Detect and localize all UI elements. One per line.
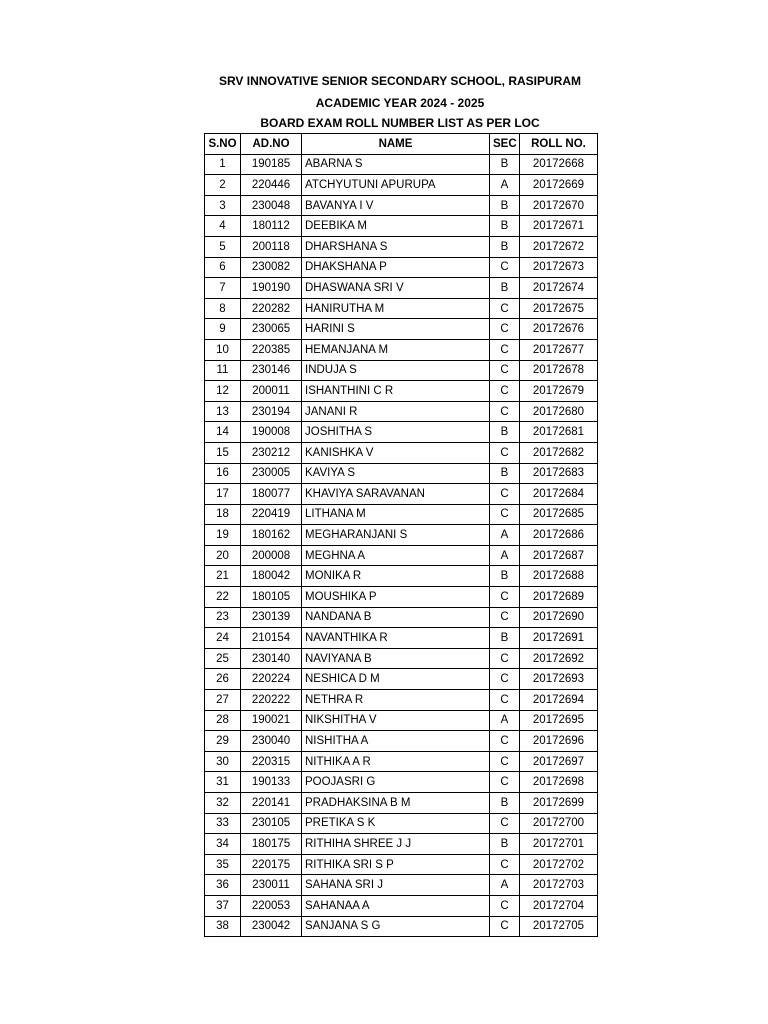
cell-sno: 2 <box>205 175 241 196</box>
cell-name: LITHANA M <box>302 504 490 525</box>
cell-sno: 27 <box>205 690 241 711</box>
cell-sno: 31 <box>205 772 241 793</box>
table-row <box>205 319 598 340</box>
cell-adno: 230139 <box>241 607 302 628</box>
cell-adno: 230011 <box>241 875 302 896</box>
cell-roll-no: 20172693 <box>520 669 598 690</box>
cell-sno: 16 <box>205 463 241 484</box>
cell-sno: 11 <box>205 360 241 381</box>
cell-name: MEGHARANJANI S <box>302 525 490 546</box>
cell-name: PRADHAKSINA B M <box>302 793 490 814</box>
cell-sno: 8 <box>205 298 241 319</box>
cell-sno: 38 <box>205 916 241 937</box>
cell-sno: 3 <box>205 195 241 216</box>
cell-adno: 210154 <box>241 628 302 649</box>
cell-name: MEGHNA A <box>302 545 490 566</box>
cell-sno: 5 <box>205 236 241 257</box>
cell-adno: 220282 <box>241 298 302 319</box>
cell-name: NESHICA D M <box>302 669 490 690</box>
cell-sec: C <box>490 751 520 772</box>
cell-roll-no: 20172694 <box>520 690 598 711</box>
cell-roll-no: 20172687 <box>520 545 598 566</box>
cell-name: BAVANYA I V <box>302 195 490 216</box>
cell-sec: C <box>490 339 520 360</box>
cell-name: JOSHITHA S <box>302 422 490 443</box>
cell-sno: 23 <box>205 607 241 628</box>
cell-name: NAVIYANA B <box>302 648 490 669</box>
cell-name: NAVANTHIKA R <box>302 628 490 649</box>
cell-name: SAHANAA A <box>302 895 490 916</box>
table-row <box>205 751 598 772</box>
cell-roll-no: 20172669 <box>520 175 598 196</box>
cell-roll-no: 20172701 <box>520 834 598 855</box>
cell-roll-no: 20172689 <box>520 587 598 608</box>
cell-name: HEMANJANA M <box>302 339 490 360</box>
cell-sno: 30 <box>205 751 241 772</box>
academic-year: ACADEMIC YEAR 2024 - 2025 <box>315 96 485 110</box>
cell-sno: 9 <box>205 319 241 340</box>
cell-roll-no: 20172679 <box>520 381 598 402</box>
table-row <box>205 525 598 546</box>
cell-sno: 12 <box>205 381 241 402</box>
table-row <box>205 587 598 608</box>
cell-sno: 7 <box>205 278 241 299</box>
cell-sec: B <box>490 628 520 649</box>
cell-sec: B <box>490 236 520 257</box>
cell-roll-no: 20172698 <box>520 772 598 793</box>
cell-adno: 230194 <box>241 401 302 422</box>
cell-roll-no: 20172678 <box>520 360 598 381</box>
table-row <box>205 504 598 525</box>
cell-name: DHARSHANA S <box>302 236 490 257</box>
cell-adno: 200118 <box>241 236 302 257</box>
cell-sno: 18 <box>205 504 241 525</box>
cell-name: ATCHYUTUNI APURUPA <box>302 175 490 196</box>
cell-name: HANIRUTHA M <box>302 298 490 319</box>
cell-adno: 220315 <box>241 751 302 772</box>
table-row <box>205 710 598 731</box>
cell-sec: C <box>490 298 520 319</box>
cell-sec: C <box>490 648 520 669</box>
table-row <box>205 175 598 196</box>
cell-name: KANISHKA V <box>302 442 490 463</box>
cell-adno: 220419 <box>241 504 302 525</box>
cell-name: NANDANA B <box>302 607 490 628</box>
cell-sec: C <box>490 813 520 834</box>
table-row <box>205 875 598 896</box>
table-row <box>205 731 598 752</box>
cell-sno: 28 <box>205 710 241 731</box>
cell-name: KAVIYA S <box>302 463 490 484</box>
cell-sno: 33 <box>205 813 241 834</box>
cell-sec: A <box>490 525 520 546</box>
table-row <box>205 154 598 175</box>
cell-name: SAHANA SRI J <box>302 875 490 896</box>
cell-adno: 220141 <box>241 793 302 814</box>
cell-adno: 220053 <box>241 895 302 916</box>
cell-roll-no: 20172671 <box>520 216 598 237</box>
cell-sec: C <box>490 731 520 752</box>
cell-adno: 190185 <box>241 154 302 175</box>
table-row <box>205 401 598 422</box>
cell-adno: 230146 <box>241 360 302 381</box>
cell-roll-no: 20172674 <box>520 278 598 299</box>
cell-sec: A <box>490 175 520 196</box>
cell-sec: C <box>490 587 520 608</box>
cell-sec: B <box>490 422 520 443</box>
cell-roll-no: 20172684 <box>520 484 598 505</box>
cell-adno: 190008 <box>241 422 302 443</box>
table-row <box>205 278 598 299</box>
cell-sec: A <box>490 710 520 731</box>
cell-adno: 230042 <box>241 916 302 937</box>
table-row <box>205 381 598 402</box>
cell-adno: 230065 <box>241 319 302 340</box>
cell-sec: B <box>490 154 520 175</box>
cell-sno: 20 <box>205 545 241 566</box>
school-name: SRV INNOVATIVE SENIOR SECONDARY SCHOOL, RASIPURAM <box>218 74 582 88</box>
cell-name: KHAVIYA SARAVANAN <box>302 484 490 505</box>
cell-name: ISHANTHINI C R <box>302 381 490 402</box>
cell-roll-no: 20172695 <box>520 710 598 731</box>
cell-adno: 230212 <box>241 442 302 463</box>
table-row <box>205 834 598 855</box>
table-row <box>205 442 598 463</box>
header-adno: AD.NO <box>241 134 302 155</box>
cell-roll-no: 20172681 <box>520 422 598 443</box>
cell-adno: 180162 <box>241 525 302 546</box>
header-sec: SEC <box>490 134 520 155</box>
table-row <box>205 566 598 587</box>
cell-roll-no: 20172705 <box>520 916 598 937</box>
cell-name: RITHIKA SRI S P <box>302 854 490 875</box>
cell-adno: 200008 <box>241 545 302 566</box>
cell-sno: 14 <box>205 422 241 443</box>
cell-name: MONIKA R <box>302 566 490 587</box>
cell-adno: 180112 <box>241 216 302 237</box>
cell-adno: 190190 <box>241 278 302 299</box>
cell-roll-no: 20172702 <box>520 854 598 875</box>
cell-name: MOUSHIKA P <box>302 587 490 608</box>
cell-roll-no: 20172672 <box>520 236 598 257</box>
cell-sno: 21 <box>205 566 241 587</box>
table-row <box>205 195 598 216</box>
cell-roll-no: 20172685 <box>520 504 598 525</box>
cell-roll-no: 20172680 <box>520 401 598 422</box>
table-row <box>205 257 598 278</box>
cell-name: PRETIKA S K <box>302 813 490 834</box>
cell-adno: 190133 <box>241 772 302 793</box>
table-row <box>205 216 598 237</box>
table-row <box>205 916 598 937</box>
cell-sec: C <box>490 401 520 422</box>
cell-adno: 230082 <box>241 257 302 278</box>
cell-sec: B <box>490 278 520 299</box>
cell-roll-no: 20172699 <box>520 793 598 814</box>
cell-roll-no: 20172704 <box>520 895 598 916</box>
cell-roll-no: 20172668 <box>520 154 598 175</box>
cell-sec: B <box>490 463 520 484</box>
cell-roll-no: 20172696 <box>520 731 598 752</box>
table-row <box>205 628 598 649</box>
cell-name: DHASWANA SRI V <box>302 278 490 299</box>
table-row <box>205 669 598 690</box>
cell-sno: 10 <box>205 339 241 360</box>
cell-name: DEEBIKA M <box>302 216 490 237</box>
cell-adno: 180175 <box>241 834 302 855</box>
cell-roll-no: 20172673 <box>520 257 598 278</box>
cell-roll-no: 20172686 <box>520 525 598 546</box>
cell-sec: C <box>490 772 520 793</box>
cell-sec: C <box>490 669 520 690</box>
table-row <box>205 793 598 814</box>
cell-sno: 15 <box>205 442 241 463</box>
cell-name: DHAKSHANA P <box>302 257 490 278</box>
cell-sno: 17 <box>205 484 241 505</box>
cell-name: NISHITHA A <box>302 731 490 752</box>
cell-sno: 37 <box>205 895 241 916</box>
cell-sec: C <box>490 504 520 525</box>
cell-sno: 13 <box>205 401 241 422</box>
cell-name: NIKSHITHA V <box>302 710 490 731</box>
cell-sec: A <box>490 545 520 566</box>
cell-adno: 230048 <box>241 195 302 216</box>
cell-name: SANJANA S G <box>302 916 490 937</box>
cell-sno: 36 <box>205 875 241 896</box>
cell-adno: 180042 <box>241 566 302 587</box>
cell-name: ABARNA S <box>302 154 490 175</box>
table-row <box>205 484 598 505</box>
cell-roll-no: 20172683 <box>520 463 598 484</box>
table-row <box>205 545 598 566</box>
table-row <box>205 298 598 319</box>
table-row <box>205 854 598 875</box>
cell-sno: 6 <box>205 257 241 278</box>
cell-sno: 32 <box>205 793 241 814</box>
cell-sno: 25 <box>205 648 241 669</box>
cell-sec: C <box>490 257 520 278</box>
table-row <box>205 690 598 711</box>
cell-sno: 4 <box>205 216 241 237</box>
cell-sec: A <box>490 875 520 896</box>
cell-sec: C <box>490 690 520 711</box>
cell-sno: 35 <box>205 854 241 875</box>
cell-roll-no: 20172697 <box>520 751 598 772</box>
cell-name: NETHRA R <box>302 690 490 711</box>
roll-number-table <box>204 133 598 937</box>
cell-sec: C <box>490 484 520 505</box>
table-row <box>205 236 598 257</box>
cell-roll-no: 20172682 <box>520 442 598 463</box>
cell-adno: 220446 <box>241 175 302 196</box>
cell-name: POOJASRI G <box>302 772 490 793</box>
cell-roll-no: 20172676 <box>520 319 598 340</box>
cell-sec: C <box>490 319 520 340</box>
cell-adno: 230005 <box>241 463 302 484</box>
cell-roll-no: 20172692 <box>520 648 598 669</box>
table-row <box>205 772 598 793</box>
table-header <box>205 134 598 155</box>
table-row <box>205 895 598 916</box>
table-row <box>205 463 598 484</box>
cell-adno: 180077 <box>241 484 302 505</box>
cell-sec: C <box>490 381 520 402</box>
cell-roll-no: 20172688 <box>520 566 598 587</box>
cell-adno: 220222 <box>241 690 302 711</box>
cell-sec: C <box>490 916 520 937</box>
cell-roll-no: 20172675 <box>520 298 598 319</box>
cell-roll-no: 20172677 <box>520 339 598 360</box>
cell-roll-no: 20172670 <box>520 195 598 216</box>
header-row <box>205 134 598 155</box>
header-sno: S.NO <box>205 134 241 155</box>
cell-sno: 29 <box>205 731 241 752</box>
cell-sec: B <box>490 566 520 587</box>
cell-sno: 1 <box>205 154 241 175</box>
table-row <box>205 607 598 628</box>
cell-adno: 180105 <box>241 587 302 608</box>
cell-name: RITHIHA SHREE J J <box>302 834 490 855</box>
table-row <box>205 339 598 360</box>
cell-roll-no: 20172700 <box>520 813 598 834</box>
cell-adno: 230105 <box>241 813 302 834</box>
cell-sec: C <box>490 360 520 381</box>
cell-sec: B <box>490 793 520 814</box>
list-title: BOARD EXAM ROLL NUMBER LIST AS PER LOC <box>260 116 540 130</box>
cell-sno: 19 <box>205 525 241 546</box>
cell-adno: 220175 <box>241 854 302 875</box>
cell-adno: 220385 <box>241 339 302 360</box>
cell-adno: 230040 <box>241 731 302 752</box>
cell-sno: 22 <box>205 587 241 608</box>
cell-sec: B <box>490 834 520 855</box>
cell-name: HARINI S <box>302 319 490 340</box>
cell-adno: 230140 <box>241 648 302 669</box>
table-row <box>205 422 598 443</box>
table-row <box>205 360 598 381</box>
cell-sec: C <box>490 854 520 875</box>
cell-roll-no: 20172703 <box>520 875 598 896</box>
table-row <box>205 813 598 834</box>
cell-name: JANANI R <box>302 401 490 422</box>
cell-sno: 26 <box>205 669 241 690</box>
cell-sno: 24 <box>205 628 241 649</box>
cell-name: NITHIKA A R <box>302 751 490 772</box>
cell-name: INDUJA S <box>302 360 490 381</box>
cell-sec: C <box>490 895 520 916</box>
table-body <box>205 154 598 937</box>
header-name: NAME <box>302 134 490 155</box>
cell-roll-no: 20172690 <box>520 607 598 628</box>
cell-sec: B <box>490 195 520 216</box>
cell-adno: 190021 <box>241 710 302 731</box>
header-roll-no: ROLL NO. <box>520 134 598 155</box>
cell-adno: 200011 <box>241 381 302 402</box>
cell-sec: C <box>490 442 520 463</box>
cell-sec: C <box>490 607 520 628</box>
table-row <box>205 648 598 669</box>
cell-adno: 220224 <box>241 669 302 690</box>
cell-sno: 34 <box>205 834 241 855</box>
cell-roll-no: 20172691 <box>520 628 598 649</box>
cell-sec: B <box>490 216 520 237</box>
